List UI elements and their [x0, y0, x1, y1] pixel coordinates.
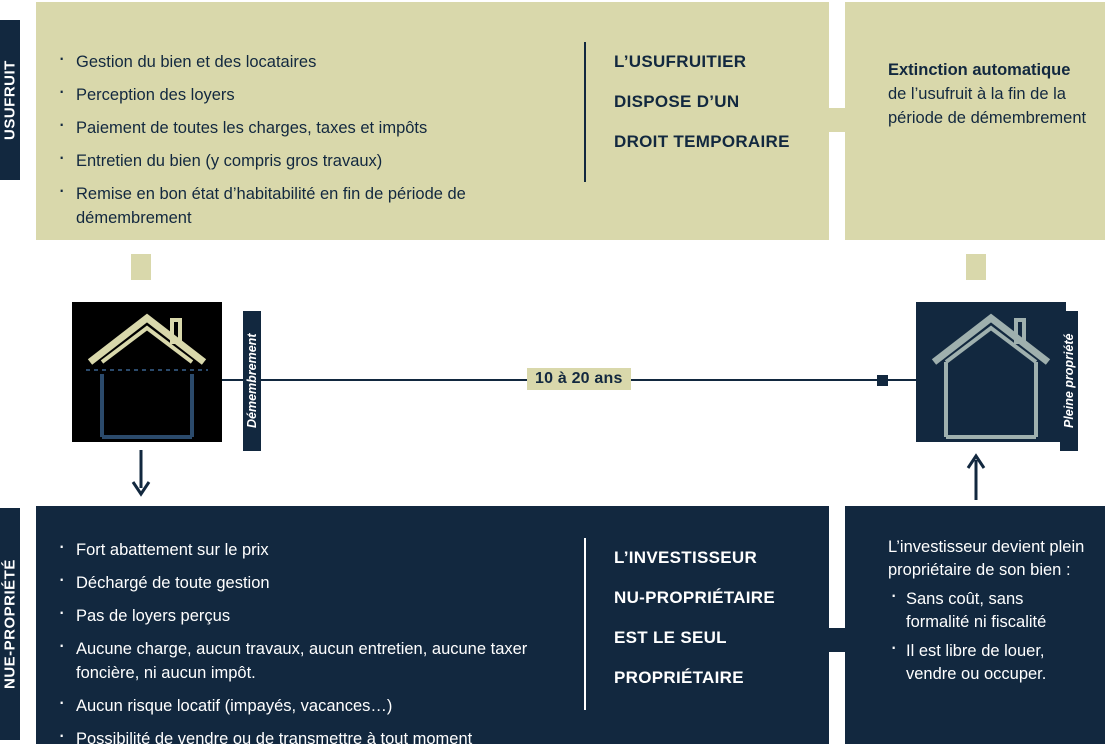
house-right	[916, 302, 1066, 442]
timeline-caption-demembrement: Démembrement	[243, 311, 261, 451]
arrow-up-icon	[966, 452, 986, 500]
list-item: · Sans coût, sans formalité ni fiscalité	[888, 588, 1088, 634]
list-item: · Déchargé de toute gestion	[52, 571, 582, 595]
timeline-caption-pleine-propriete: Pleine propriété	[1060, 311, 1078, 451]
nue-propriete-statement	[584, 538, 829, 710]
list-item: · Gestion du bien et des locataires	[52, 50, 572, 74]
list-item: · Remise en bon état d’habitabilité en fin de période de démembrement	[52, 182, 572, 230]
arrow-down	[131, 450, 151, 498]
statement-line: L’USUFRUITIER	[614, 52, 747, 71]
statement-line: NU-PROPRIÉTAIRE	[614, 588, 775, 607]
nue-propriete-side-bullet-list	[888, 588, 1088, 686]
list-item: · Entretien du bien (y compris gros travaux)	[52, 149, 572, 173]
usufruit-side-title: Extinction automatique	[888, 61, 1071, 79]
section-label-nue-propriete: NUE-PROPRIÉTÉ	[0, 508, 20, 740]
statement-line: L’INVESTISSEUR	[614, 548, 758, 567]
connector-stub-left	[131, 254, 151, 280]
list-item: · Perception des loyers	[52, 83, 572, 107]
statement-line: EST LE SEUL	[614, 628, 727, 647]
usufruit-bullet-list	[52, 50, 572, 239]
arrow-up	[966, 452, 986, 500]
house-icon	[72, 302, 222, 442]
usufruit-statement	[584, 42, 829, 182]
timeline-duration-badge: 10 à 20 ans	[527, 368, 631, 390]
list-item: · Possibilité de vendre ou de transmettre à tout moment	[52, 727, 582, 744]
timeline-end-node	[877, 375, 888, 386]
list-item: · Pas de loyers perçus	[52, 604, 582, 628]
nue-propriete-side-text	[888, 536, 1088, 692]
list-item: · Aucune charge, aucun travaux, aucun entretien, aucune taxer foncière, ni aucun impôt.	[52, 637, 582, 685]
list-item: · Paiement de toutes les charges, taxes et impôts	[52, 116, 572, 140]
house-left	[72, 302, 222, 442]
list-item: · Fort abattement sur le prix	[52, 538, 582, 562]
list-item: · Aucun risque locatif (impayés, vacances…)	[52, 694, 582, 718]
statement-line: DISPOSE D’UN	[614, 92, 740, 111]
usufruit-side-body: de l’usufruit à la fin de la période de démembrement	[888, 85, 1087, 127]
arrow-down-icon	[131, 450, 151, 498]
statement-line: DROIT TEMPORAIRE	[614, 132, 790, 151]
usufruit-side-text	[888, 58, 1088, 130]
nue-propriete-bullet-list	[52, 538, 582, 744]
nue-propriete-side-lead: L’investisseur devient plein propriétaire de son bien :	[888, 538, 1085, 579]
statement-line: PROPRIÉTAIRE	[614, 668, 744, 687]
connector-stub-right	[966, 254, 986, 280]
section-label-usufruit: USUFRUIT	[0, 20, 20, 180]
house-icon	[916, 302, 1066, 442]
list-item: · Il est libre de louer, vendre ou occuper.	[888, 640, 1088, 686]
